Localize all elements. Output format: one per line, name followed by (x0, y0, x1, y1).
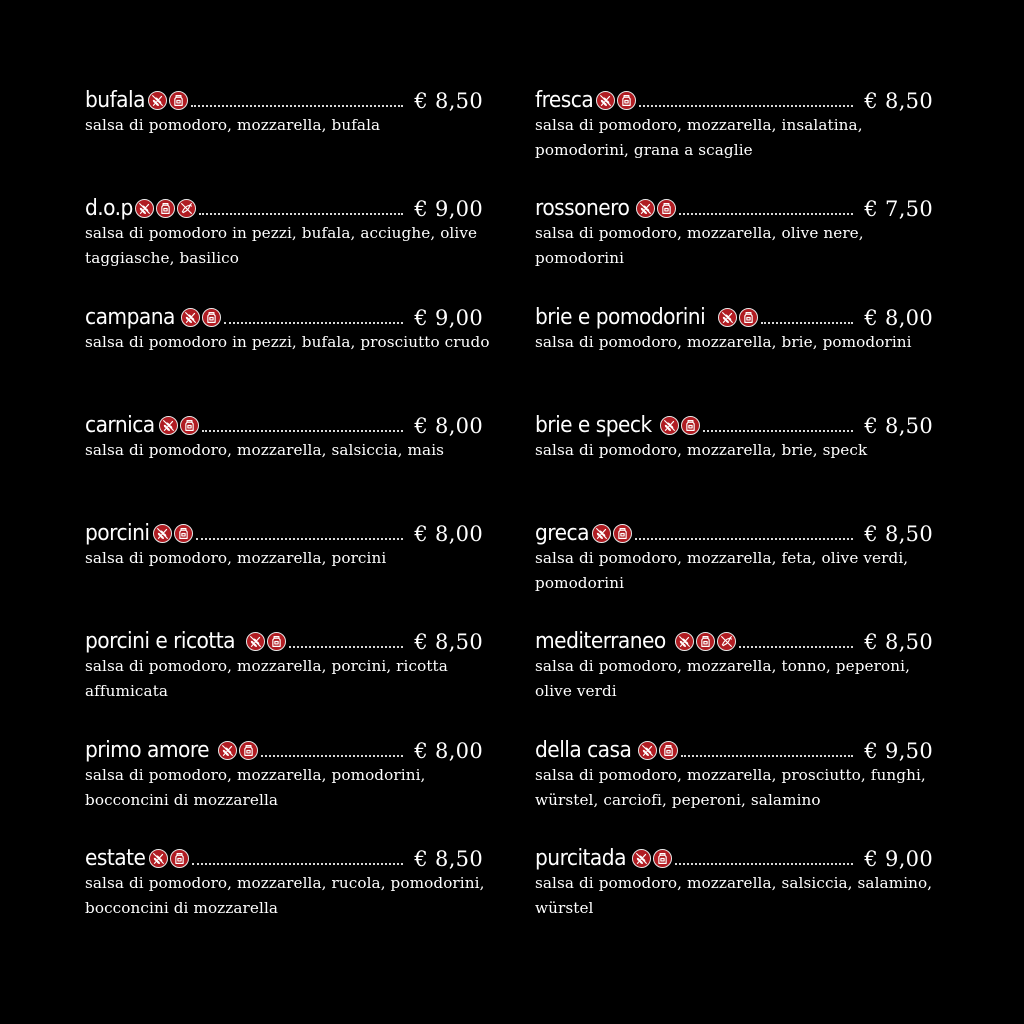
wheat-icon (718, 308, 737, 327)
milk-icon (239, 741, 258, 760)
menu-item (535, 191, 933, 299)
pizza-description: salsa di pomodoro in pezzi, bufala, acciughe, olive taggiasche, basilico (85, 224, 478, 268)
pizza-description: salsa di pomodoro, mozzarella, salsiccia, salamino, würstel (535, 874, 933, 918)
menu-column-left (85, 83, 490, 949)
pizza-description: salsa di pomodoro, mozzarella, pomodorini, bocconcini di mozzarella (85, 765, 426, 809)
dot-leader (761, 321, 853, 324)
pizza-description: salsa di pomodoro, mozzarella, brie, pomodorini (535, 332, 912, 351)
menu-item (535, 300, 933, 408)
milk-icon (156, 199, 175, 218)
dot-leader (192, 862, 403, 865)
pizza-name: brie e pomodorini (535, 304, 706, 330)
wheat-icon (675, 632, 694, 651)
menu-item (85, 624, 483, 732)
dot-leader (681, 754, 853, 757)
wheat-icon (148, 91, 167, 110)
wheat-icon (159, 416, 178, 435)
milk-icon (696, 632, 715, 651)
pizza-price: € 8,00 (414, 738, 483, 763)
wheat-icon (149, 849, 168, 868)
allergen-icons (181, 308, 221, 327)
menu-item-header (535, 516, 933, 546)
pizza-price: € 9,00 (414, 197, 483, 222)
allergen-icons (153, 524, 193, 543)
menu-item (85, 191, 483, 299)
menu-item-header (535, 300, 933, 330)
menu-item-header (535, 624, 933, 654)
menu-item-header (535, 408, 933, 438)
menu-item-header (85, 516, 483, 546)
pizza-name: d.o.p (85, 196, 133, 222)
dot-leader (224, 321, 403, 324)
milk-icon (202, 308, 221, 327)
pizza-price: € 8,00 (864, 305, 933, 330)
menu-item-header (85, 300, 483, 330)
dot-leader (191, 104, 403, 107)
pizza-description: salsa di pomodoro, mozzarella, brie, speck (535, 440, 868, 459)
pizza-price: € 8,50 (414, 847, 483, 872)
pizza-price: € 8,00 (414, 522, 483, 547)
allergen-icons (159, 416, 199, 435)
menu-item-header (85, 408, 483, 438)
dot-leader (261, 754, 403, 757)
dot-leader (289, 645, 403, 648)
dot-leader (703, 429, 853, 432)
pizza-name: estate (85, 846, 146, 872)
allergen-icons (592, 524, 632, 543)
menu-item (535, 841, 933, 949)
dot-leader (739, 645, 853, 648)
menu-item (85, 408, 483, 516)
dot-leader (196, 537, 403, 540)
pizza-name: purcitada (535, 846, 626, 872)
menu-item-header (85, 733, 483, 763)
menu-item (535, 624, 933, 732)
menu-item (85, 841, 483, 949)
allergen-icons (632, 849, 672, 868)
allergen-icons (636, 199, 676, 218)
menu-column-right (535, 83, 933, 949)
milk-icon (169, 91, 188, 110)
milk-icon (174, 524, 193, 543)
pizza-description: salsa di pomodoro, mozzarella, porcini, ricotta affumicata (85, 657, 448, 701)
pizza-price: € 8,00 (414, 413, 483, 438)
pizza-name: brie e speck (535, 412, 652, 438)
menu-item (535, 733, 933, 841)
milk-icon (170, 849, 189, 868)
menu-item-header (535, 733, 933, 763)
pizza-description: salsa di pomodoro, mozzarella, olive nere, pomodorini (535, 224, 864, 268)
dot-leader (675, 862, 853, 865)
milk-icon (739, 308, 758, 327)
milk-icon (653, 849, 672, 868)
menu-item (535, 83, 933, 191)
milk-icon (657, 199, 676, 218)
pizza-price: € 7,50 (864, 197, 933, 222)
pizza-price: € 8,50 (864, 630, 933, 655)
menu-item-header (535, 841, 933, 871)
pizza-name: mediterraneo (535, 629, 666, 655)
dot-leader (635, 537, 853, 540)
pizza-description: salsa di pomodoro, mozzarella, rucola, pomodorini, bocconcini di mozzarella (85, 874, 485, 918)
allergen-icons (718, 308, 758, 327)
milk-icon (180, 416, 199, 435)
menu-item-header (85, 83, 483, 113)
allergen-icons (149, 849, 189, 868)
pizza-name: della casa (535, 737, 632, 763)
menu-item (85, 300, 490, 408)
fish-icon (717, 632, 736, 651)
menu-item-header (85, 841, 483, 871)
milk-icon (613, 524, 632, 543)
milk-icon (267, 632, 286, 651)
menu-item (85, 733, 483, 841)
pizza-description: salsa di pomodoro in pezzi, bufala, prosciutto crudo (85, 332, 490, 351)
pizza-price: € 8,50 (864, 522, 933, 547)
wheat-icon (218, 741, 237, 760)
menu-item (535, 408, 933, 516)
pizza-name: carnica (85, 412, 155, 438)
pizza-price: € 8,50 (864, 89, 933, 113)
wheat-icon (246, 632, 265, 651)
pizza-name: porcini (85, 521, 150, 547)
wheat-icon (181, 308, 200, 327)
milk-icon (681, 416, 700, 435)
wheat-icon (660, 416, 679, 435)
pizza-description: salsa di pomodoro, mozzarella, salsiccia, mais (85, 440, 445, 459)
allergen-icons (246, 632, 286, 651)
menu-item (535, 516, 933, 624)
allergen-icons (218, 741, 258, 760)
pizza-description: salsa di pomodoro, mozzarella, tonno, peperoni, olive verdi (535, 657, 910, 701)
allergen-icons (660, 416, 700, 435)
pizza-description: salsa di pomodoro, mozzarella, prosciutto, funghi, würstel, carciofi, peperoni, salamino (535, 765, 926, 809)
pizza-name: greca (535, 521, 589, 547)
allergen-icons (148, 91, 188, 110)
wheat-icon (636, 199, 655, 218)
pizza-price: € 9,50 (864, 738, 933, 763)
pizza-name: campana (85, 304, 175, 330)
pizza-price: € 9,00 (414, 305, 483, 330)
dot-leader (639, 104, 853, 107)
pizza-description: salsa di pomodoro, mozzarella, insalatina, pomodorini, grana a scaglie (535, 116, 863, 159)
pizza-name: rossonero (535, 196, 630, 222)
pizza-name: fresca (535, 88, 594, 113)
wheat-icon (632, 849, 651, 868)
wheat-icon (153, 524, 172, 543)
pizza-price: € 9,00 (864, 847, 933, 872)
menu-item-header (85, 624, 483, 654)
pizza-price: € 8,50 (414, 89, 483, 113)
milk-icon (659, 741, 678, 760)
menu-item (85, 83, 483, 191)
pizza-description: salsa di pomodoro, mozzarella, bufala (85, 116, 381, 134)
menu-item-header (535, 191, 933, 221)
pizza-price: € 8,50 (864, 413, 933, 438)
wheat-icon (638, 741, 657, 760)
dot-leader (199, 212, 403, 215)
menu-item (85, 516, 483, 624)
pizza-price: € 8,50 (414, 630, 483, 655)
fish-icon (177, 199, 196, 218)
allergen-icons (596, 91, 636, 110)
pizza-description: salsa di pomodoro, mozzarella, feta, olive verdi, pomodorini (535, 549, 909, 593)
wheat-icon (135, 199, 154, 218)
wheat-icon (592, 524, 611, 543)
allergen-icons (638, 741, 678, 760)
pizza-name: bufala (85, 88, 145, 113)
wheat-icon (596, 91, 615, 110)
allergen-icons (135, 199, 196, 218)
pizza-description: salsa di pomodoro, mozzarella, porcini (85, 549, 387, 568)
milk-icon (617, 91, 636, 110)
dot-leader (679, 212, 853, 215)
menu-item-header (535, 83, 933, 113)
pizza-name: primo amore (85, 737, 210, 763)
pizza-name: porcini e ricotta (85, 629, 235, 655)
dot-leader (202, 429, 403, 432)
allergen-icons (675, 632, 736, 651)
menu-item-header (85, 191, 483, 221)
